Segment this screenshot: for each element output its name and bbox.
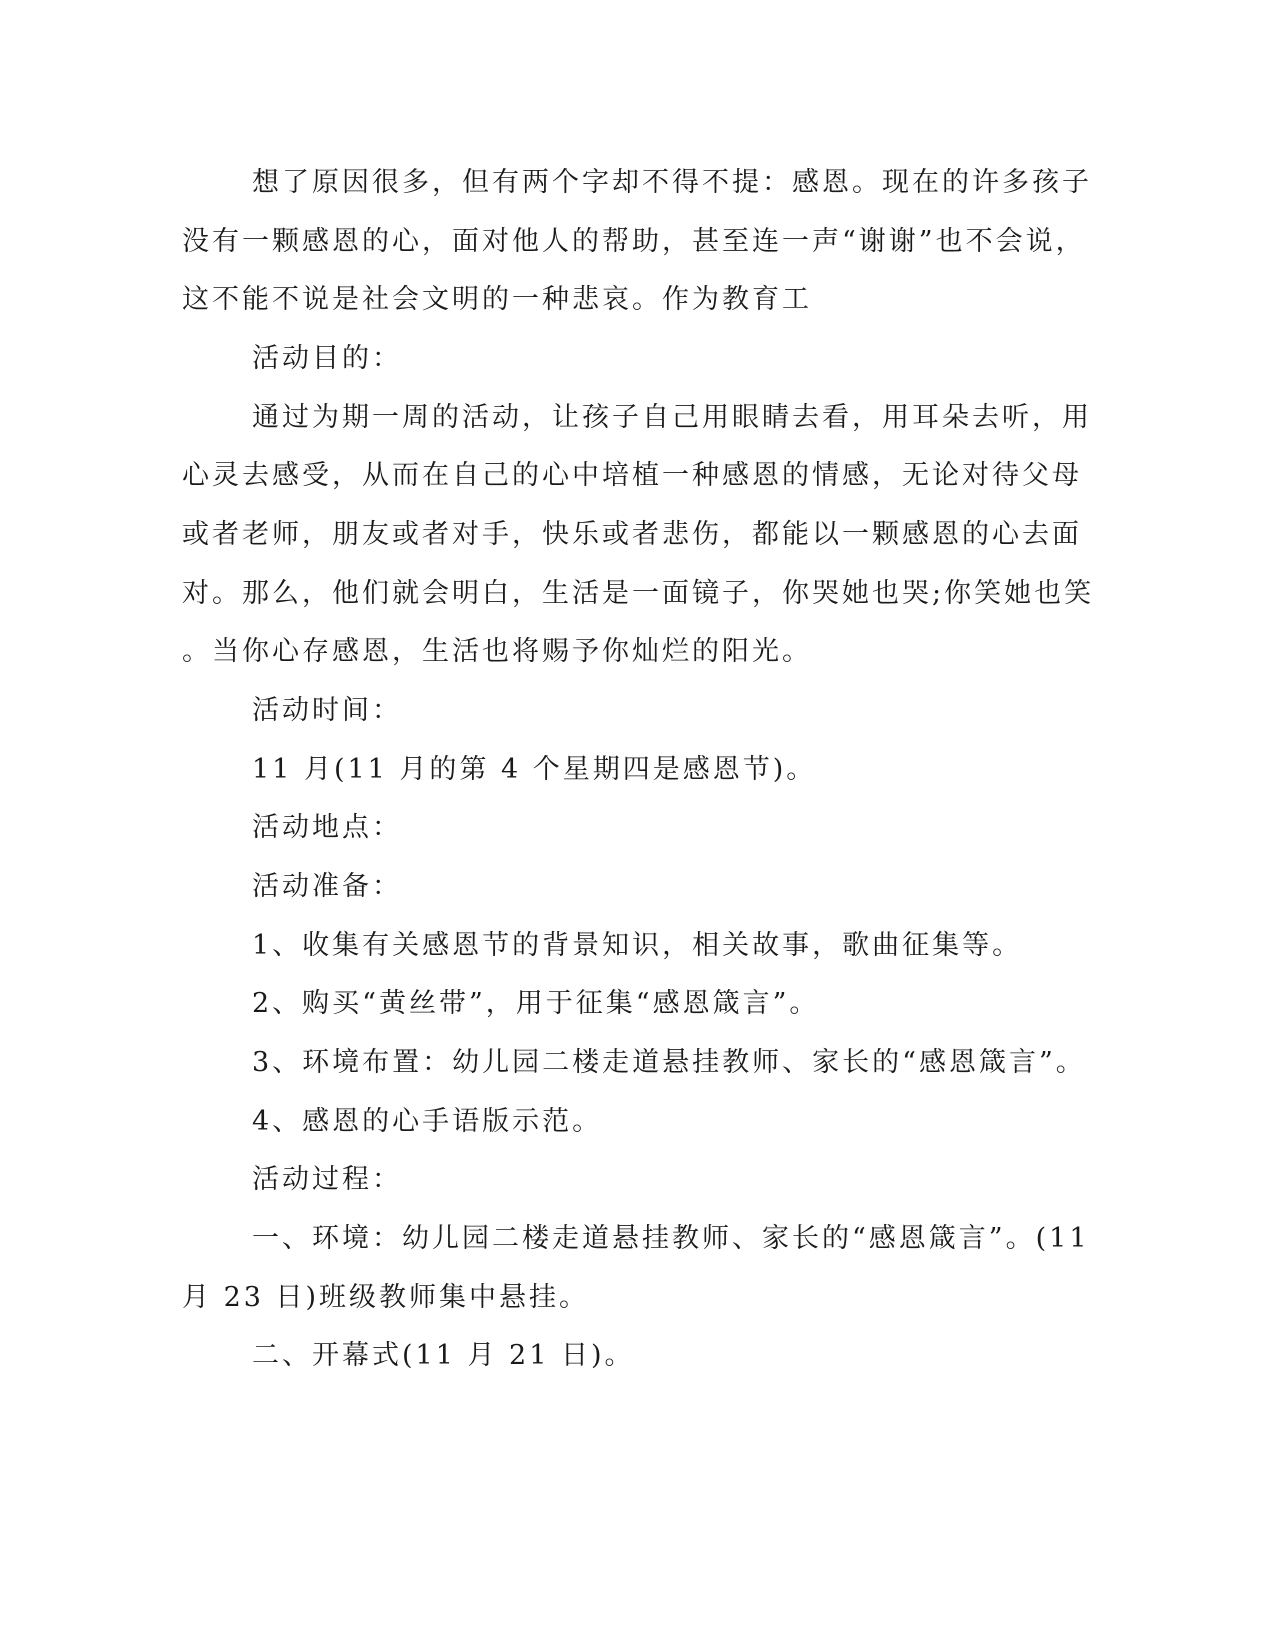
paragraph-intro-line-1: 想了原因很多，但有两个字却不得不提：感恩。现在的许多孩子 bbox=[252, 167, 1092, 198]
heading-activity-location: 活动地点： bbox=[252, 812, 402, 843]
process-item-2: 二、开幕式(11 月 21 日)。 bbox=[252, 1340, 635, 1371]
paragraph-purpose-line-2: 心灵去感受，从而在自己的心中培植一种感恩的情感，无论对待父母 bbox=[182, 460, 1082, 491]
preparation-item-1: 1、收集有关感恩节的背景知识，相关故事，歌曲征集等。 bbox=[252, 930, 1023, 961]
paragraph-intro-line-3: 这不能不说是社会文明的一种悲哀。作为教育工 bbox=[182, 284, 812, 315]
preparation-item-4: 4、感恩的心手语版示范。 bbox=[252, 1106, 603, 1137]
heading-activity-purpose: 活动目的： bbox=[252, 343, 402, 374]
heading-activity-process: 活动过程： bbox=[252, 1164, 402, 1195]
activity-time-value: 11 月(11 月的第 4 个星期四是感恩节)。 bbox=[252, 754, 817, 785]
preparation-item-2: 2、购买“黄丝带”，用于征集“感恩箴言”。 bbox=[252, 988, 820, 1019]
paragraph-purpose-line-1: 通过为期一周的活动，让孩子自己用眼睛去看，用耳朵去听，用 bbox=[252, 402, 1092, 433]
process-item-1-line-1: 一、环境：幼儿园二楼走道悬挂教师、家长的“感恩箴言”。(11 bbox=[252, 1223, 1090, 1254]
preparation-item-3: 3、环境布置：幼儿园二楼走道悬挂教师、家长的“感恩箴言”。 bbox=[252, 1047, 1086, 1078]
paragraph-intro-line-2: 没有一颗感恩的心，面对他人的帮助，甚至连一声“谢谢”也不会说， bbox=[182, 226, 1086, 257]
paragraph-purpose-line-4: 对。那么，他们就会明白，生活是一面镜子，你哭她也哭;你笑她也笑 bbox=[182, 578, 1095, 609]
paragraph-purpose-line-3: 或者老师，朋友或者对手，快乐或者悲伤，都能以一颗感恩的心去面 bbox=[182, 519, 1082, 550]
paragraph-purpose-line-5: 。当你心存感恩，生活也将赐予你灿烂的阳光。 bbox=[182, 636, 812, 667]
process-item-1-line-2: 月 23 日)班级教师集中悬挂。 bbox=[182, 1282, 590, 1313]
heading-activity-time: 活动时间： bbox=[252, 695, 402, 726]
heading-activity-preparation: 活动准备： bbox=[252, 871, 402, 902]
